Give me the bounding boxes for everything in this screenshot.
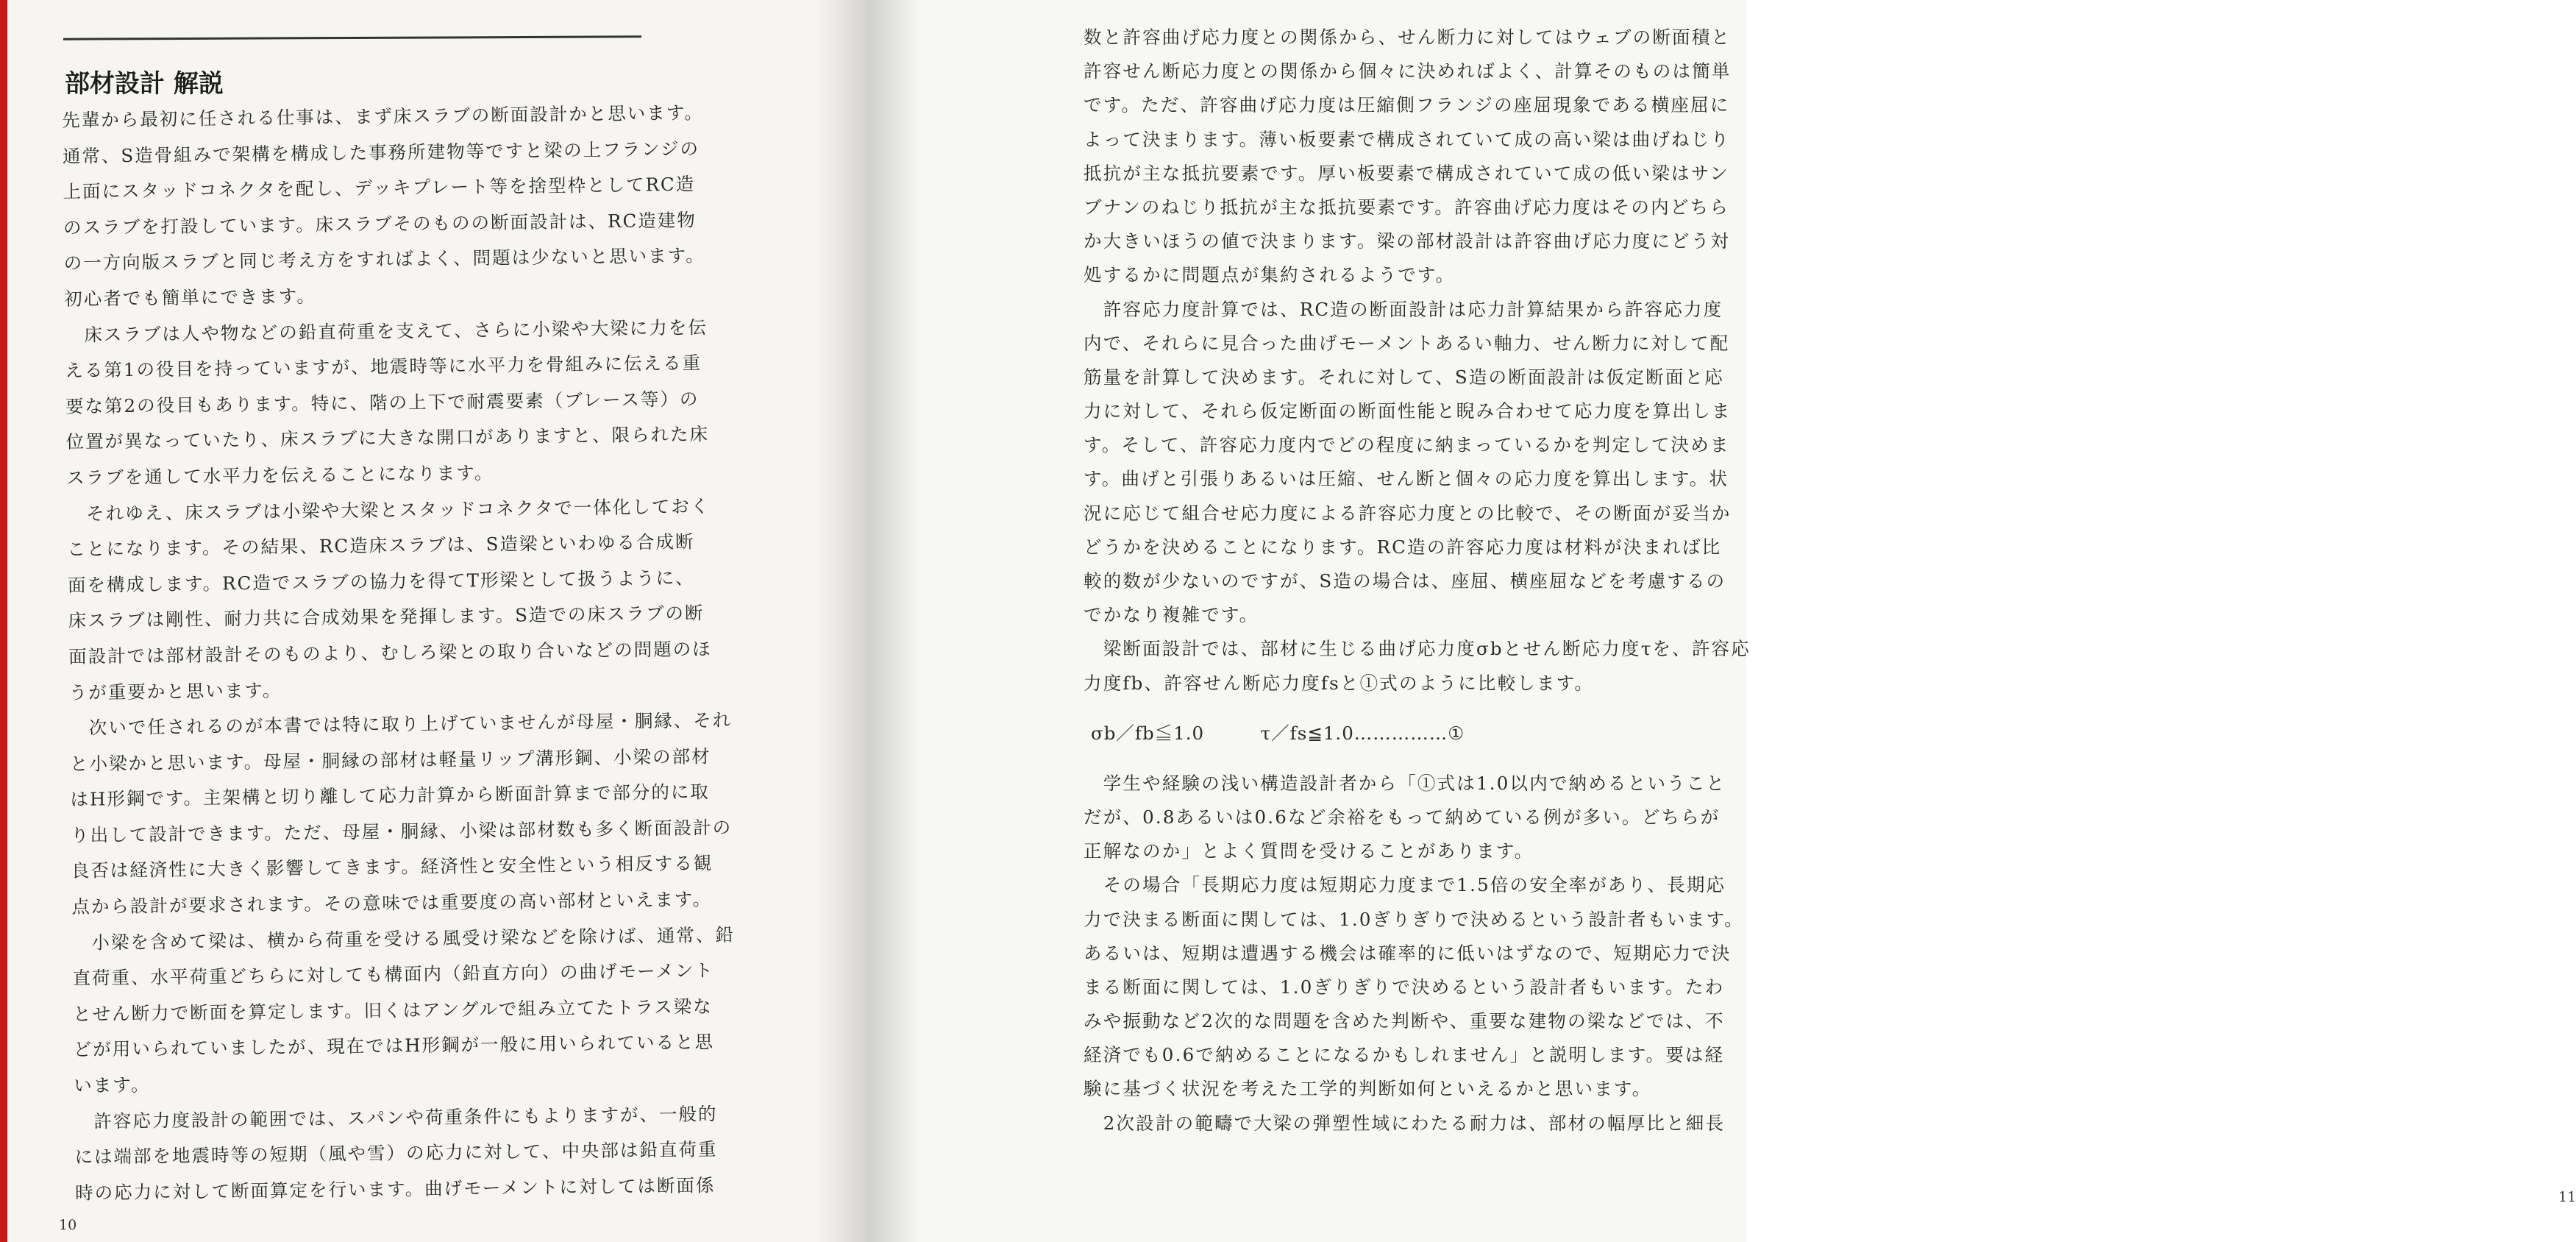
text-line: 良否は経済性に大きく影響してきます。経済性と安全性という相反する観 xyxy=(71,852,714,882)
text-line: だが、0.8あるいは0.6など余裕をもって納めている例が多い。どちらが xyxy=(1084,806,1721,828)
text-line: まる断面に関しては、1.0ぎりぎりで決めるという設計者もいます。たわ xyxy=(1084,976,1725,998)
text-line: うが重要かと思います。 xyxy=(68,678,282,703)
left-page xyxy=(0,0,868,1242)
book-cover-edge xyxy=(0,0,7,1242)
text-line: 通常、S造骨組みで架構を構成した事務所建物等ですと梁の上フランジの xyxy=(62,138,700,167)
text-line: 面を構成します。RC造でスラブの協力を得てT形梁として扱うように、 xyxy=(67,567,695,596)
text-line: 小梁を含めて梁は、横から荷重を受ける風受け梁などを除けば、通常、鉛 xyxy=(71,923,736,954)
text-line: 力度fb、許容せん断応力度fsと①式のように比較します。 xyxy=(1084,672,1595,694)
text-line: 点から設計が要求されます。その意味では重要度の高い部材といえます。 xyxy=(71,888,713,918)
right-page xyxy=(868,0,2576,1242)
text-line: す。曲げと引張りあるいは圧縮、せん断と個々の応力度を算出します。状 xyxy=(1084,468,1729,490)
text-line: には端部を地震時等の短期（風や雪）の応力に対して、中央部は鉛直荷重 xyxy=(74,1138,718,1168)
text-line: 上面にスタッドコネクタを配し、デッキプレート等を捨型枠としてRC造 xyxy=(63,173,696,203)
text-line: のスラブを打設しています。床スラブそのものの断面設計は、RC造建物 xyxy=(63,209,697,238)
text-line: ことになります。その結果、RC造床スラブは、S造梁といわゆる合成断 xyxy=(67,530,695,561)
text-line: 直荷重、水平荷重どちらに対しても構面内（鉛直方向）の曲げモーメント xyxy=(72,959,714,990)
text-line: 内で、それらに見合った曲げモーメントあるい軸力、せん断力に対して配 xyxy=(1084,332,1730,354)
text-line: 況に応じて組合せ応力度による許容応力度との比較で、その断面が妥当か xyxy=(1084,502,1732,524)
text-line: 較的数が少ないのですが、S造の場合は、座屈、横座屈などを考慮するの xyxy=(1084,570,1726,592)
text-line: 床スラブは人や物などの鉛直荷重を支えて、さらに小梁や大梁に力を伝 xyxy=(64,316,708,346)
text-line: ブナンのねじり抵抗が主な抵抗要素です。許容曲げ応力度はその内どちら xyxy=(1084,196,1729,218)
text-line: 筋量を計算して決めます。それに対して、S造の断面設計は仮定断面と応 xyxy=(1084,366,1724,388)
text-line: 力で決まる断面に関しては、1.0ぎりぎりで決めるという設計者もいます。 xyxy=(1084,908,1744,930)
text-line: 経済でも0.6で納めることになるかもしれません」と説明します。要は経 xyxy=(1084,1044,1725,1066)
text-line: 2次設計の範疇で大梁の弾塑性域にわたる耐力は、部材の幅厚比と細長 xyxy=(1084,1112,1726,1134)
text-line: 許容せん断応力度との関係から個々に決めればよく、計算そのものは簡単 xyxy=(1084,60,1732,82)
formula-1: σb／fb≦1.0 τ／fs≦1.0……………① xyxy=(1091,722,1465,744)
text-line: です。ただ、許容曲げ応力度は圧縮側フランジの座屈現象である横座屈に xyxy=(1084,94,1730,116)
text-line: 先輩から最初に任される仕事は、まず床スラブの断面設計かと思います。 xyxy=(62,102,704,131)
page-number-left: 10 xyxy=(59,1217,77,1233)
text-line: よって決まります。薄い板要素で構成されていて成の高い梁は曲げねじり xyxy=(1084,128,1731,150)
text-line: その場合「長期応力度は短期応力度まで1.5倍の安全率があり、長期応 xyxy=(1084,874,1726,896)
text-line: どが用いられていましたが、現在ではH形鋼が一般に用いられていると思 xyxy=(73,1031,715,1061)
text-line: の一方向版スラブと同じ考え方をすればよく、問題は少ないと思います。 xyxy=(63,244,705,274)
text-line: か大きいほうの値で決まります。梁の部材設計は許容曲げ応力度にどう対 xyxy=(1084,230,1731,252)
heading-rule xyxy=(63,35,641,40)
right-text-before-formula xyxy=(1084,21,1790,700)
text-line: 正解なのか」とよく質問を受けることがあります。 xyxy=(1084,840,1534,862)
text-line: と小梁かと思います。母屋・胴縁の部材は軽量リップ溝形鋼、小梁の部材 xyxy=(69,745,711,775)
text-line: 時の応力に対して断面算定を行います。曲げモーメントに対しては断面係 xyxy=(74,1174,716,1204)
left-body-text xyxy=(62,96,736,1212)
text-line: 次いで任されるのが本書では特に取り上げていませんが母屋・胴縁、それ xyxy=(69,709,733,739)
text-line: みや振動など2次的な問題を含めた判断や、重要な建物の梁などでは、不 xyxy=(1084,1010,1725,1032)
text-line: とせん断力で断面を算定します。旧くはアングルで組み立てたトラス梁な xyxy=(72,996,713,1025)
text-line: 床スラブは剛性、耐力共に合成効果を発揮します。S造での床スラブの断 xyxy=(68,602,705,632)
text-line: 数と許容曲げ応力度との関係から、せん断力に対してはウェブの断面積と xyxy=(1084,26,1732,48)
spacer xyxy=(1084,753,1790,767)
text-line: 梁断面設計では、部材に生じる曲げ応力度σbとせん断応力度τを、許容応 xyxy=(1084,638,1751,660)
text-line: あるいは、短期は遭遇する機会は確率的に低いはずなので、短期応力で決 xyxy=(1084,942,1732,964)
text-line: 験に基づく状況を考えた工学的判断如何といえるかと思います。 xyxy=(1084,1078,1652,1100)
text-line: 力に対して、それら仮定断面の断面性能と睨み合わせて応力度を算出しま xyxy=(1084,400,1732,422)
text-line: どうかを決めることになります。RC造の許容応力度は材料が決まれば比 xyxy=(1084,536,1722,558)
text-line: える第1の役目を持っていますが、地震時等に水平力を骨組みに伝える重 xyxy=(65,352,702,382)
text-line: 要な第2の役目もあります。特に、階の上下で耐震要素（ブレース等）の xyxy=(65,388,700,417)
text-line: 学生や経験の浅い構造設計者から「①式は1.0以内で納めるということ xyxy=(1084,772,1726,794)
text-line: 許容応力度計算では、RC造の断面設計は応力計算結果から許容応力度 xyxy=(1084,298,1723,320)
gutter-shadow xyxy=(868,0,919,1242)
text-line: 処するかに問題点が集約されるようです。 xyxy=(1084,264,1456,286)
section-heading: 部材設計 解説 xyxy=(65,69,224,99)
text-line: います。 xyxy=(74,1074,151,1096)
text-line: はH形鋼です。主架構と切り離して応力計算から断面計算まで部分的に取 xyxy=(70,781,711,811)
text-line: 位置が異なっていたり、床スラブに大きな開口がありますと、限られた床 xyxy=(65,423,710,453)
page-number-right: 11 xyxy=(2558,1189,2576,1205)
text-line: スラブを通して水平力を伝えることになります。 xyxy=(66,461,494,489)
text-line: 抵抗が主な抵抗要素です。厚い板要素で構成されていて成の低い梁はサン xyxy=(1084,162,1729,184)
text-line: それゆえ、床スラブは小梁や大梁とスタッドコネクタで一体化しておく xyxy=(66,494,711,525)
text-line: り出して設計できます。ただ、母屋・胴縁、小梁は部材数も多く断面設計の xyxy=(70,816,733,846)
text-line: でかなり複雑です。 xyxy=(1084,604,1259,626)
spacer xyxy=(1084,700,1790,714)
gutter-shadow xyxy=(816,0,868,1242)
right-text-after-formula xyxy=(1084,767,1790,1140)
right-body-text xyxy=(1084,21,1790,1140)
text-line: す。そして、許容応力度内でどの程度に納まっているかを判定して決めま xyxy=(1084,434,1730,456)
text-line: 初心者でも簡単にできます。 xyxy=(64,285,316,310)
text-line: 面設計では部材設計そのものより、むしろ梁との取り合いなどの問題のほ xyxy=(68,638,712,667)
text-line: 許容応力度設計の範囲では、スパンや荷重条件にもよりますが、一般的 xyxy=(74,1102,718,1132)
